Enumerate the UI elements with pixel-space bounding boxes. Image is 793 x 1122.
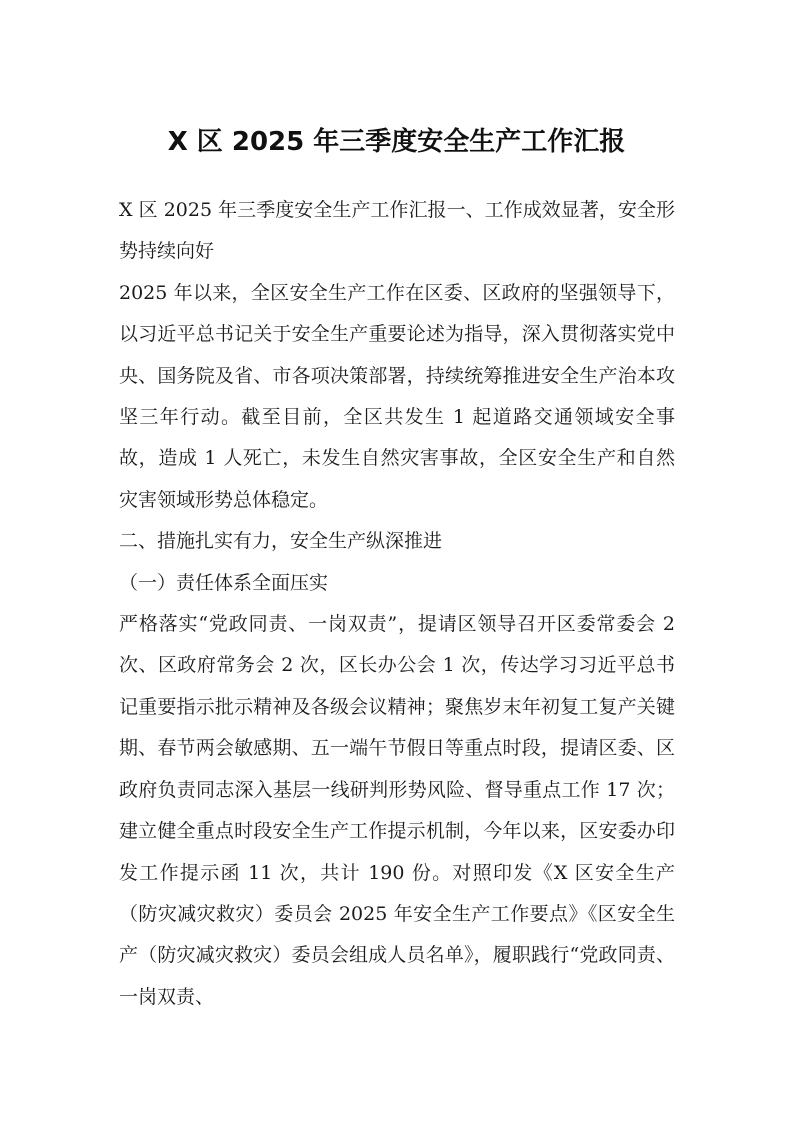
document-title: X 区 2025 年三季度安全生产工作汇报 bbox=[167, 127, 626, 157]
paragraph-overview: 2025 年以来，全区安全生产工作在区委、区政府的坚强领导下，以习近平总书记关于安全生产重要论述为指导，深入贯彻落实党中央、国务院及省、市各项决策部署，持续统筹推进安全生产治本攻坚三年行动。截至目前，全区共发生 1 起道路交通领域安全事故，造成 1 人死亡，未发生自然灾害事故，全区安全生产和自然灾害领域形势总体稳定。 bbox=[119, 281, 675, 511]
paragraph-intro: X 区 2025 年三季度安全生产工作汇报一、工作成效显著，安全形势持续向好 bbox=[119, 199, 675, 263]
paragraph-responsibility: 严格落实“党政同责、一岗双责”，提请区领导召开区委常委会 2 次、区政府常务会 2 次，区长办公会 1 次，传达学习习近平总书记重要指示批示精神及各级会议精神；聚焦岁末年初复工复产关键期、春节两会敏感期、五一端午节假日等重点时段，提请区委、区政府负责同志深入基层一线研判形势风险、督导重点工作 17 次；建立健全重点时段安全生产工作提示机制，今年以来，区安委办印发工作提示函 11 次，共计 190 份。对照印发《X 区安全生产（防灾减灾救灾）委员会 2025 年安全生产工作要点》《区安全生产（防灾减灾救灾）委员会组成人员名单》，履职践行“党政同责、一岗双责、 bbox=[119, 613, 675, 1008]
section-heading-measures: 二、措施扎实有力，安全生产纵深推进 bbox=[119, 530, 443, 553]
document-body bbox=[119, 190, 675, 1018]
subsection-heading-responsibility: （一）责任体系全面压实 bbox=[119, 571, 329, 594]
